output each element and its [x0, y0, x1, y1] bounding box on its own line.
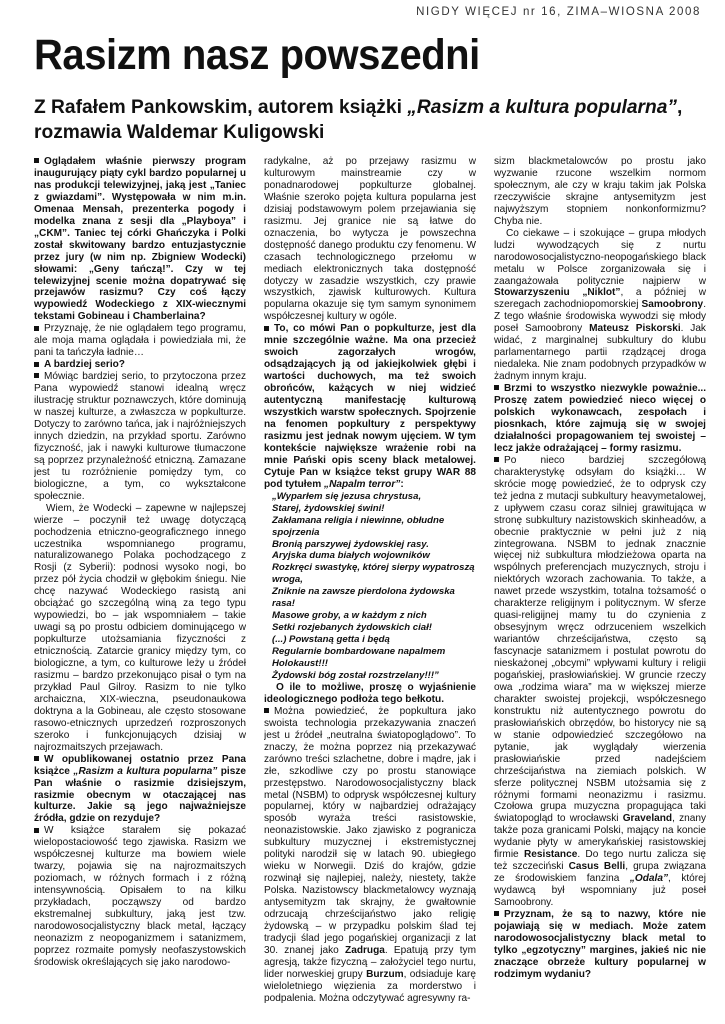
- question-text: Brzmi to wszystko niezwykle poważnie... Proszę zatem powiedzieć nieco więcej o polskich wykonawcach, zespołach i piosnkach, które zajmują się w swojej działalności propagowaniem tej swoistej – lecz jakże odrażającej – formy rasizmu.: [494, 383, 706, 454]
- bullet-square-icon: [494, 457, 499, 462]
- article-title: Rasizm nasz powszedni: [34, 31, 480, 79]
- question-text: Przyznam, że są to nazwy, które nie pojawiają się w mediach. Może zatem narodowosocjalistyczny black metal to tylko „egzotyczny” margines, jakieś nic nie znaczące obrzeże kultury popularnej w rodzimym wydaniu?: [494, 909, 706, 980]
- answer-paragraph: [34, 503, 246, 754]
- bullet-square-icon: [34, 362, 39, 367]
- lyric-line: Żydowski bóg został rozstrzelany!!!”: [272, 669, 439, 681]
- bullet-square-icon: [264, 708, 269, 713]
- answer-text: . Epatują przy tym agresją, także fizyczną – założyciel tego nurtu, lider norweskiej grupy: [264, 944, 476, 980]
- lyric-line: Rozkręci swastykę, której sierpy wypatroszą wroga,: [272, 562, 475, 586]
- organization-name: Stowarzyszeniu „Niklot”: [494, 287, 621, 299]
- question-text: pisze Pan właśnie o rasizmie dzisiejszym, rasizmie obecnym w otaczającej nas kulturze. Jakie są jego najważniejsze źródła, gdzie on rezyduje?: [34, 765, 246, 825]
- article-body: [34, 156, 706, 1020]
- answer-text: , grupa związana ze środowiskiem fanzina: [494, 861, 706, 885]
- bullet-square-icon: [494, 385, 499, 390]
- answer-text: , której wydawcą był wspomniany już poseł Samoobrony.: [494, 873, 706, 909]
- song-title: „Napalm terror”: [324, 478, 401, 490]
- question-text: :: [400, 478, 404, 490]
- lyric-line: „Wyparłem się jezusa chrystusa,: [272, 490, 422, 502]
- fanzine-name: „Odala”: [629, 873, 669, 885]
- answer-paragraph: [264, 156, 476, 323]
- lyric-line: Zakłamana religia i niewinne, obłudne spojrzenia: [272, 514, 445, 538]
- lyric-line: Holokaust!!!: [272, 658, 328, 670]
- question-paragraph: [264, 682, 476, 706]
- question-paragraph: [34, 754, 246, 826]
- bullet-square-icon: [34, 828, 39, 833]
- column-2: [264, 156, 476, 1020]
- band-name: Casus Belli: [568, 861, 626, 873]
- column-3: [494, 156, 706, 1020]
- question-paragraph: [494, 909, 706, 981]
- answer-text: . Z tego właśnie środowiska wywodzi się młody poseł Samoobrony: [494, 299, 706, 335]
- answer-text: sizm blackmetalowców po prostu jako wyzwanie rzucone wszelkim normom społecznym, ale czy w kraju takim jak Polska rzeczywiście skrajne antysemityzm jest najwyższym stopniem nonkonformizmu? Chyba nie.: [494, 156, 706, 227]
- lyric-line: Regularnie bombardowane napalmem: [272, 646, 446, 658]
- answer-text: Przyznaję, że nie oglądałem tego programu, ale moja mama oglądała i powiedziała mi, że pani ta tańczyła ładnie…: [34, 323, 246, 359]
- answer-paragraph: [494, 455, 706, 909]
- subtitle-book-title: „Rasizm a kultura popularna”: [407, 97, 677, 118]
- answer-text: Co ciekawe – i szokujące – grupa młodych ludzi wywodzących się z nurtu narodowosocjalistyczno-neopogańskiego black metalu w Polsce zorganizowała się i zaangażowała politycznie najpierw w: [494, 227, 706, 287]
- bullet-square-icon: [34, 158, 39, 163]
- answer-text: . Jak widać, z marginalnej subkultury do klubu parlamentarnego partii rządzącej droga niedaleka. Nie znam podobnych przypadków w żadnym innym kraju.: [494, 323, 706, 383]
- answer-paragraph: [34, 323, 246, 359]
- issue-header: NIGDY WIĘCEJ nr 16, ZIMA–WIOSNA 2008: [416, 6, 701, 18]
- lyric-line: Setki rozjebanych żydowskich ciał!: [272, 622, 432, 634]
- answer-text: Wiem, że Wodecki – zapewne w najlepszej wierze – poczynił też uwagę dotyczącą pochodzenia etniczno-geograficznego innego uczestnika wspomnianego programu, naturalizowanego Polaka pochodzącego z Rosji (z Syberii): podnosi wysoko nogi, bo przez pół życia chodził w głębokim śniegu. Nie chcę nazywać Wodeckiego rasistą ani obciążać go szczególną winą za tego typu wypowiedzi, bo – jak wspomniałem – takie uwagi są po prostu odbiciem dominującego w popkulturze utożsamiania fizyczności z etnicznością. Zatarcie granicy między tym, co biologiczne, a tym, co kulturowe leży u źródeł rasizmu – bardzo przekonująco pisał o tym na przykład Paul Gilroy. Rasizm to nie tylko archaiczna, XIX-wieczna, pseudonaukowa doktryna a la Gobineau, ale często stosowane rasowo-etnicznych uprzedzeń rozproszonych szeroko i funkcjonujących dzisiaj w najrozmaitszych przejawach.: [34, 502, 246, 753]
- question-paragraph: [34, 156, 246, 323]
- column-1: [34, 156, 246, 1020]
- bullet-square-icon: [34, 756, 39, 761]
- book-title: „Rasizm a kultura popularna”: [73, 765, 218, 777]
- question-text: O ile to możliwe, proszę o wyjaśnienie ideologicznego podłoża tego bełkotu.: [264, 681, 476, 705]
- answer-text: , znany także poza granicami Polski, mający na koncie wydanie płyty w amerykańskiej rasistowskiej firmie: [494, 813, 706, 861]
- question-paragraph: [494, 383, 706, 455]
- answer-paragraph: [264, 706, 476, 1005]
- person-name: Mateusz Piskorski: [589, 323, 681, 335]
- lyric-line: Zniknie na zawsze pierdolona żydowska rasa!: [272, 586, 455, 610]
- organization-name: Samoobrony: [641, 299, 704, 311]
- question-text: W opublikowanej ostatnio przez Pana książce: [34, 753, 246, 777]
- subtitle-lead: Z Rafałem Pankowskim, autorem książki: [34, 97, 408, 118]
- band-name: Burzum: [366, 968, 404, 980]
- answer-text: Mówiąc bardziej serio, to przytoczona przez Pana wypowiedź stanowi idealną wręcz ilustrację struktur poznawczych, które dominują w naszej kulturze, a zwłaszcza w popkulturze. Dotyczy to zarówno tańca, jak i najróżniejszych innych dziedzin, na przykład sportu. Zarówno fizyczność, jak i nawyki kulturowe tłumaczone są poprzez przynależność etniczną. Zamazane jest tu rozróżnienie pomiędzy tym, co biologiczne, a tym, co wykształcone społecznie.: [34, 371, 246, 502]
- lyric-line: Masowe groby, a w każdym z nich: [272, 610, 427, 622]
- answer-paragraph: [34, 371, 246, 502]
- band-name: Zadruga: [345, 944, 385, 956]
- question-text: Oglądałem właśnie pierwszy program inaugurujący piąty cykl bardzo popularnej u nas produkcji telewizyjnej, jaką jest „Taniec z gwiazdami”. Występowała w nim m.in. Omenaa Mensah, prezenterka pogody i modelka znana z sesji dla „Playboya” i „CKM”. Taniec tej córki Ghańczyka i Polki został skwitowany bardzo entuzjastycznie przez jury (w nim np. Zbigniew Wodecki) słowami: „Geny tańczą!”. Czy w tej telewizyjnej scenie można dopatrywać się przejawów rasizmu? Czy coś łączy wypowiedź Wodeckiego z XIX-wiecznymi tekstami Gobineau i Chamberlaina?: [34, 156, 246, 323]
- lyric-line: Aryjska duma białych wojowników: [272, 550, 430, 562]
- answer-paragraph: [34, 825, 246, 968]
- bullet-square-icon: [494, 911, 499, 916]
- band-name: Graveland: [622, 813, 673, 825]
- question-paragraph: [34, 359, 246, 371]
- lyric-line: Starej, żydowskiej świni!: [272, 502, 385, 514]
- answer-text: Po nieco bardziej szczegółową charakterystykę odsyłam do książki… W skrócie mogę powiedzieć, że to odprysk czy też jedna z mutacji subkultury heavymetalowej, z upływem czasu coraz silniej grawitująca w stronę subkultury nazistowskich skinheadów, a obecnie praktycznie w pełni już z nią zintegrowana. NSBM to jednak znacznie więcej niż subkultura młodzieżowa oparta na wspólnych preferencjach muzycznych, stroju i niektórych wzorach zachowania. To także, a nawet przede wszystkim, totalna tożsamość o charakterze religijnym i politycznym. W sferze quasi-religijnej mamy tu do czynienia z obsesyjnym wręcz odrzuceniem wszelkich wariantów chrześcijaństwa, często są fascynacje satanizmem i postulat powrotu do nieskażonej „obcymi” wpływami kultury i religii pogańskiej, prasłowiańskiej. W gruncie rzeczy owa „rodzima wiara” ma w większej mierze charakter swoistej projekcji, współczesnego konstruktu niż autentycznego powrotu do prasłowiańskich obrzędów, bo historycy nie są w stanie odpowiedzieć szczegółowo na pytanie, jak wyglądały wierzenia prasłowiańskie przed nadejściem chrześcijaństwa na ziemiach polskich. W sferze politycznej NSBM utożsamia się z różnymi formami neonazizmu i rasizmu. Czołowa grupa muzyczna propagująca taki światopogląd to wrocławski: [494, 454, 706, 825]
- bullet-square-icon: [34, 373, 39, 378]
- question-text: To, co mówi Pan o popkulturze, jest dla mnie szczególnie ważne. Ma ona przecież swoich zagorzałych wrogów, odsądzających ją od jakiejkolwiek głębi i wartości duchowych, ma też swoich obrońców, każących w niej widzieć autentyczną manifestację kulturową wszystkich warstw społecznych. Spojrzenie na fenomen popkultury z perspektywy rasizmu jest jednak nowym ujęciem. W tym kontekście największe wrażenie robi na mnie Pański opis sceny black metalowej. Cytuje Pan w książce tekst grupy WAR 88 pod tytułem: [264, 323, 476, 490]
- article-subtitle: [34, 95, 704, 145]
- answer-text: Można powiedzieć, że popkultura jako swoista technologia przekazywania znaczeń jest u źródeł „neutralna światopoglądowo”. To znaczy, że można poprzez nią przekazywać zarówno treści szlachetne, dobre i mądre, jak i złe, szkodliwe czy po prostu stanowiące przestępstwo. Narodowosocjalistyczny black metal (NSBM) to odprysk współczesnej kultury popularnej, który w najbardziej odrażający sposób wyraża treści rasistowskie, neonazistowskie. Jako zjawisko z pogranicza subkultury muzycznej i ekstremistycznej polityki narodził się w latach 90. ubiegłego wieku w Norwegii. Dziś do krajów, gdzie rozwinął się najlepiej, należy, niestety, także Polska. Nazistowscy blackmetalowcy wyznają antysemityzm tak skrajny, że gwałtownie odrzucają chrześcijaństwo jako religię żydowską – w przypadku polskim ślad tej tradycji ślad jego pogańskiej organizacji z lat 30. znanej jako: [264, 705, 476, 956]
- answer-text: , a później w szeregach zachodniopomorskiej: [494, 287, 706, 311]
- answer-text: radykalne, aż po przejawy rasizmu w kulturowym mainstreamie czy w ponadnarodowej popkulturze globalnej. Właśnie szeroko pojęta kultura popularna jest dzisiaj podstawowym polem przejawiania się rasizmu. Jej granice nie są łatwe do oznaczenia, bo wytycza je powszechna dostępność danego produktu czy fenomenu. W czasach technologicznego przełomu w mediach elektronicznych taka dostępność dotyczy w zasadzie wszystkich, czy prawie wszystkich, zjawisk kulturowych. Kultura popularna okazuje się tym samym synonimem współczesnej kultury w ogóle.: [264, 156, 476, 323]
- bullet-square-icon: [34, 326, 39, 331]
- lyric-line: Bronią parszywej żydowskiej rasy.: [272, 538, 429, 550]
- answer-paragraph: [494, 156, 706, 228]
- answer-text: . Do tego nurtu zalicza się też szczeciński: [494, 849, 706, 873]
- question-text: A bardziej serio?: [44, 359, 125, 371]
- question-paragraph: [264, 323, 476, 490]
- lyric-line: (...) Powstaną getta i będą: [272, 634, 390, 646]
- subtitle-author: , rozmawia Waldemar Kuligowski: [34, 97, 683, 143]
- song-lyrics: [264, 491, 476, 682]
- label-name: Resistance: [524, 849, 578, 861]
- answer-paragraph: [494, 228, 706, 383]
- bullet-square-icon: [264, 326, 269, 331]
- answer-text: W książce starałem się pokazać wielopostaciowość tego zjawiska. Rasizm we współczesnej kulturze ma bowiem wiele twarzy, pojawia się na najrozmaitszych poziomach, w różnych formach i z różną intensywnością. Opisałem to na kilku przykładach, począwszy od bardzo ekstremalnej subkultury, jaką jest tzw. narodowosocjalistyczny black metal, łączący neonazizm z neopoganizmem i satanizmem, poprzez rozmaite pomysły neofaszystowskich środowisk określających się jako narodowo-: [34, 825, 246, 968]
- answer-text: , odsiaduje karę wieloletniego więzienia za morderstwo i podpalenia. Można odczytywać agresywny ra-: [264, 968, 476, 1004]
